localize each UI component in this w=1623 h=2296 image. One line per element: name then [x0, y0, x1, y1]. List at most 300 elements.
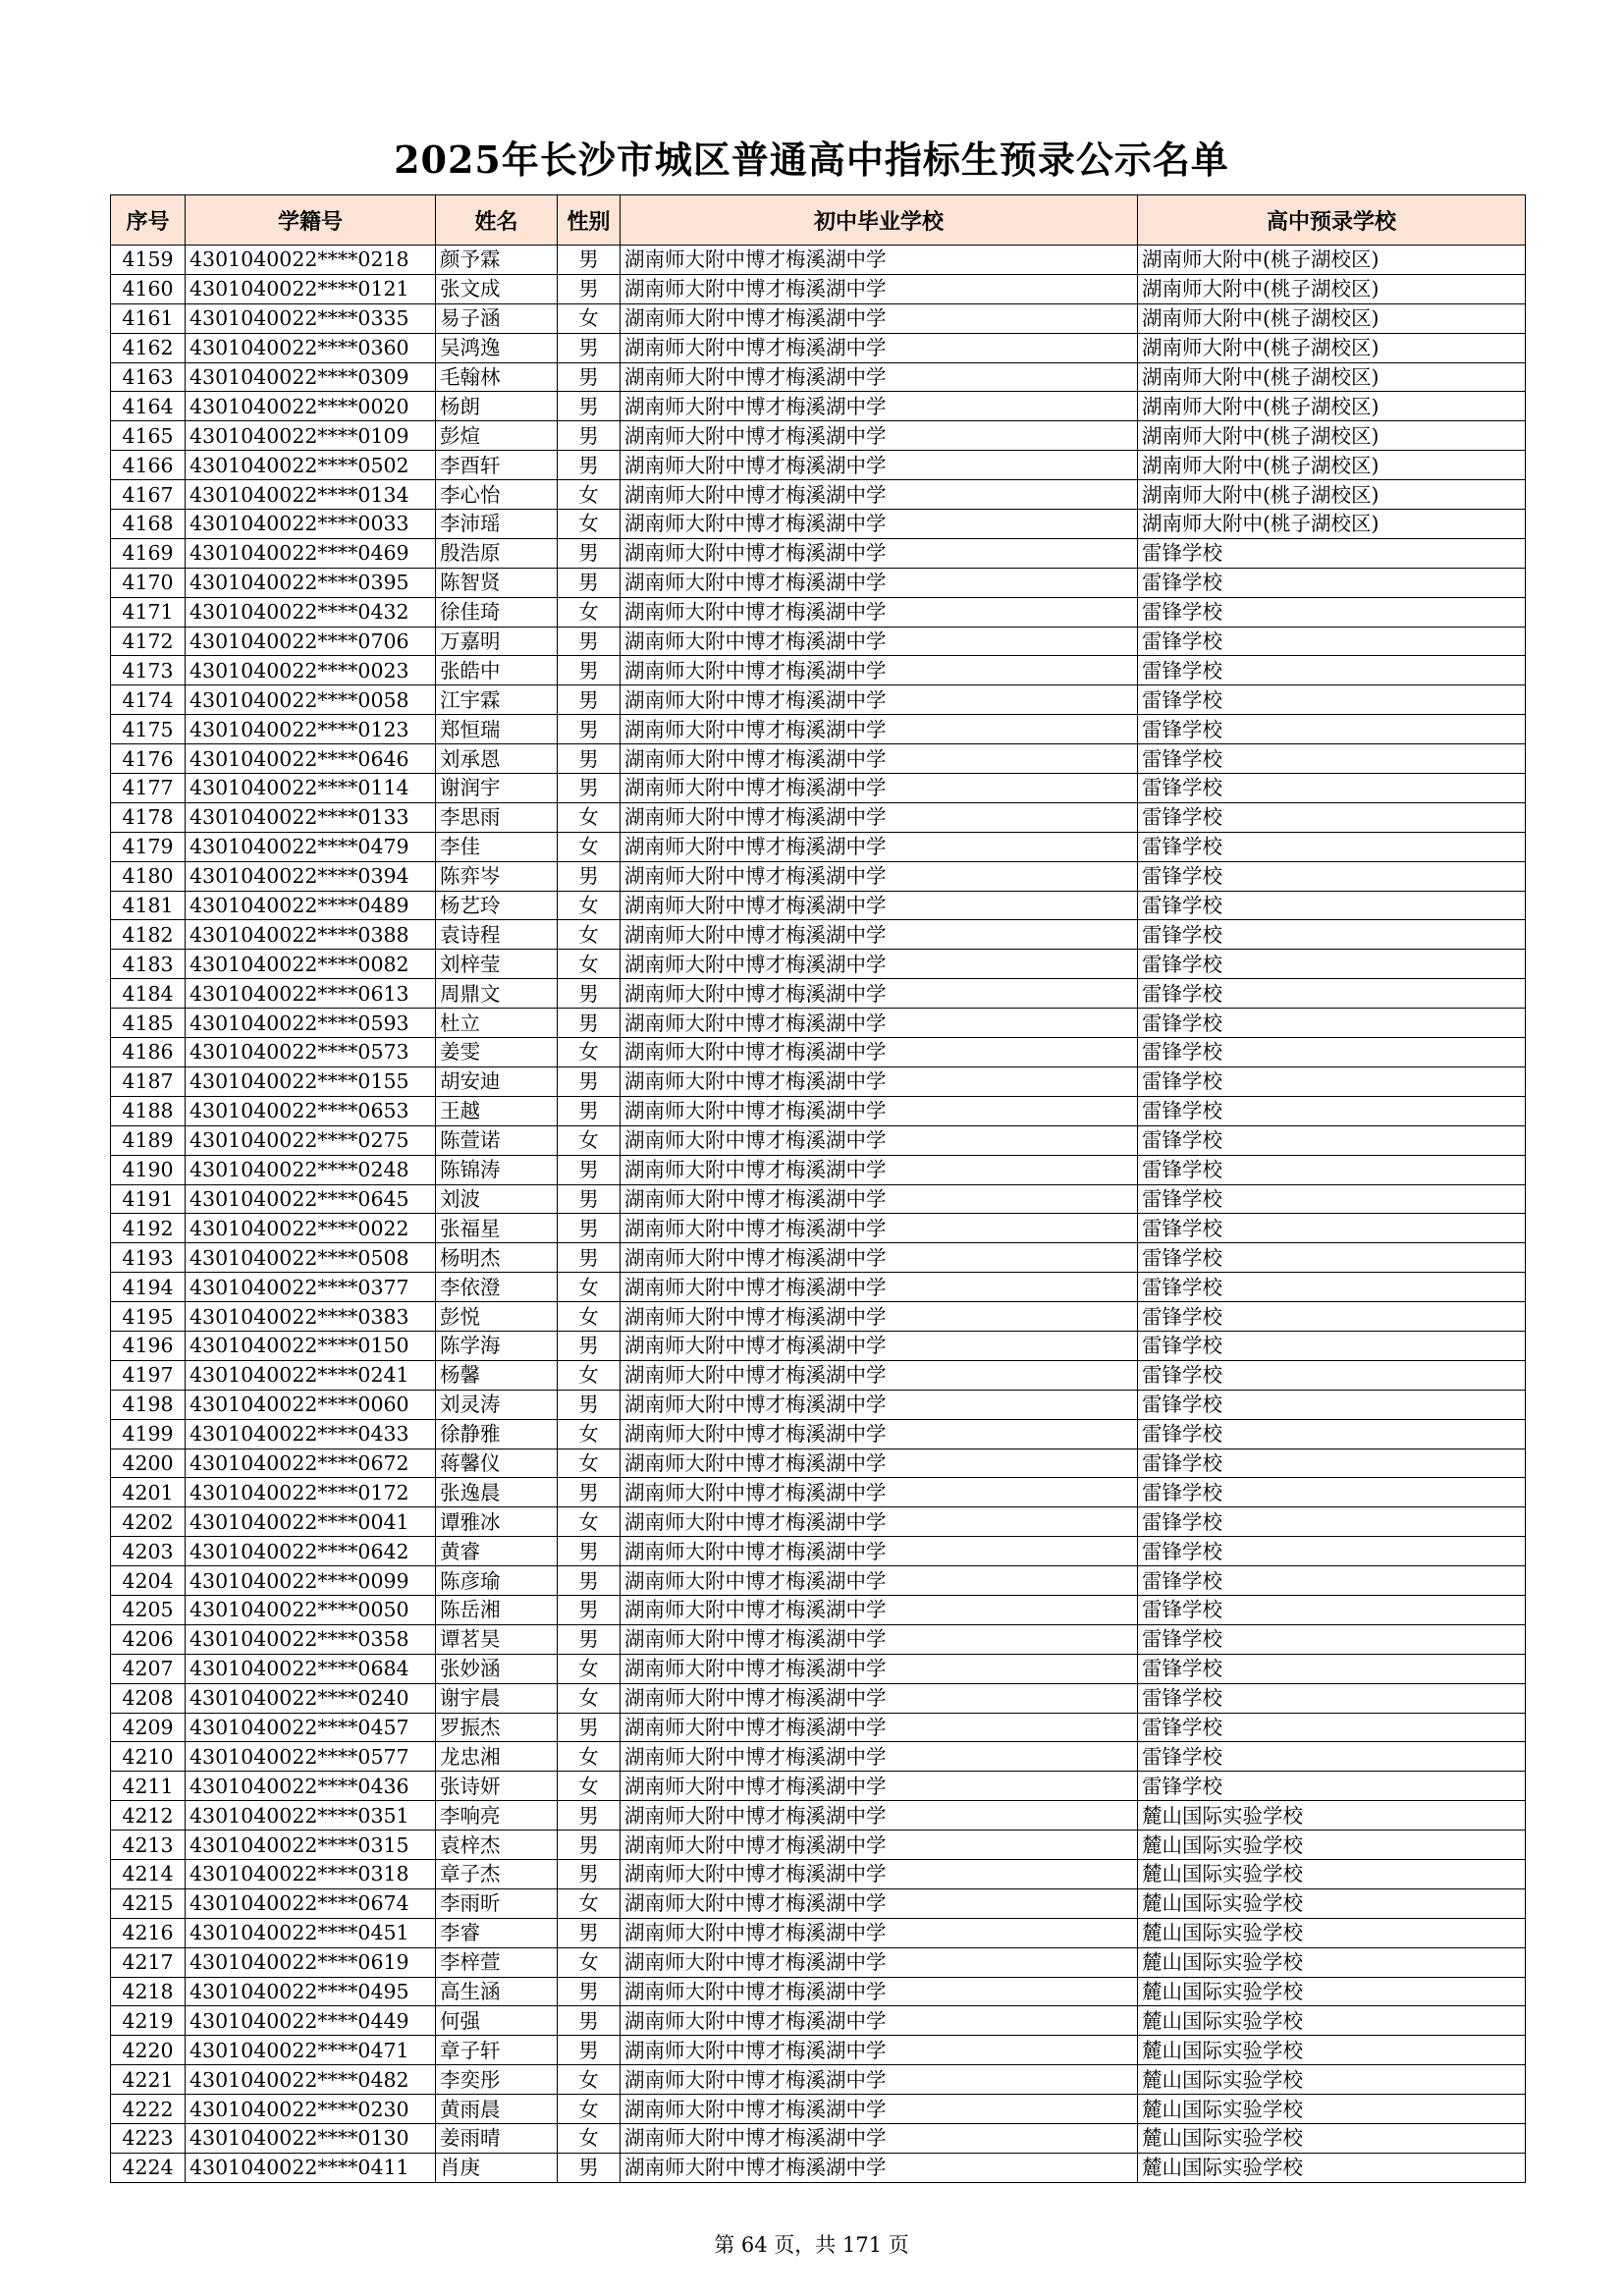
student-name: 张诗妍: [436, 1772, 558, 1801]
junior-school: 湖南师大附中博才梅溪湖中学: [621, 1566, 1138, 1596]
senior-school: 湖南师大附中(桃子湖校区): [1138, 392, 1526, 421]
table-row: [111, 2065, 1526, 2095]
table-row: [111, 656, 1526, 685]
table-row: [111, 832, 1526, 861]
gender: 男: [558, 1066, 621, 1096]
table-row: [111, 392, 1526, 421]
table-row: [111, 1419, 1526, 1449]
senior-school: 雷锋学校: [1138, 861, 1526, 891]
senior-school: 雷锋学校: [1138, 950, 1526, 979]
student-id: 4301040022****0033: [186, 510, 436, 539]
senior-school: 雷锋学校: [1138, 832, 1526, 861]
student-id: 4301040022****0123: [186, 715, 436, 744]
row-no: 4187: [111, 1066, 186, 1096]
table-row: [111, 1683, 1526, 1713]
table-row: [111, 1214, 1526, 1243]
senior-school: 麓山国际实验学校: [1138, 1918, 1526, 1947]
gender: 女: [558, 2124, 621, 2154]
student-id: 4301040022****0218: [186, 246, 436, 275]
row-no: 4202: [111, 1507, 186, 1537]
student-name: 黄雨晨: [436, 2095, 558, 2124]
senior-school: 雷锋学校: [1138, 1507, 1526, 1537]
row-no: 4213: [111, 1831, 186, 1860]
student-name: 张福星: [436, 1214, 558, 1243]
row-no: 4162: [111, 333, 186, 362]
gender: 男: [558, 1595, 621, 1624]
student-id: 4301040022****0109: [186, 421, 436, 451]
student-id: 4301040022****0058: [186, 685, 436, 715]
row-no: 4189: [111, 1125, 186, 1155]
table-row: [111, 1977, 1526, 2006]
table-row: [111, 568, 1526, 597]
table-row: [111, 1595, 1526, 1624]
header-gender: 性别: [558, 195, 621, 246]
student-name: 颜予霖: [436, 246, 558, 275]
student-id: 4301040022****0433: [186, 1419, 436, 1449]
junior-school: 湖南师大附中博才梅溪湖中学: [621, 2095, 1138, 2124]
row-no: 4194: [111, 1273, 186, 1302]
header-junior-school: 初中毕业学校: [621, 195, 1138, 246]
gender: 男: [558, 274, 621, 303]
gender: 女: [558, 802, 621, 832]
gender: 男: [558, 685, 621, 715]
senior-school: 雷锋学校: [1138, 1302, 1526, 1332]
student-name: 李响亮: [436, 1801, 558, 1831]
gender: 男: [558, 774, 621, 803]
student-name: 杨艺玲: [436, 891, 558, 920]
junior-school: 湖南师大附中博才梅溪湖中学: [621, 1801, 1138, 1831]
row-no: 4180: [111, 861, 186, 891]
table-row: [111, 1184, 1526, 1214]
table-row: [111, 920, 1526, 950]
table-row: [111, 802, 1526, 832]
student-name: 殷浩原: [436, 538, 558, 568]
student-name: 周鼎文: [436, 979, 558, 1009]
junior-school: 湖南师大附中博才梅溪湖中学: [621, 1507, 1138, 1537]
student-id: 4301040022****0022: [186, 1214, 436, 1243]
senior-school: 麓山国际实验学校: [1138, 2065, 1526, 2095]
row-no: 4188: [111, 1096, 186, 1125]
row-no: 4215: [111, 1888, 186, 1918]
student-id: 4301040022****0060: [186, 1390, 436, 1419]
table-row: [111, 1537, 1526, 1566]
student-name: 易子涵: [436, 303, 558, 333]
senior-school: 湖南师大附中(桃子湖校区): [1138, 303, 1526, 333]
row-no: 4169: [111, 538, 186, 568]
student-id: 4301040022****0082: [186, 950, 436, 979]
header-no: 序号: [111, 195, 186, 246]
senior-school: 麓山国际实验学校: [1138, 2036, 1526, 2065]
student-name: 姜雨晴: [436, 2124, 558, 2154]
table-row: [111, 1243, 1526, 1273]
gender: 女: [558, 950, 621, 979]
row-no: 4171: [111, 597, 186, 627]
table-row: [111, 1125, 1526, 1155]
senior-school: 雷锋学校: [1138, 1038, 1526, 1067]
junior-school: 湖南师大附中博才梅溪湖中学: [621, 1947, 1138, 1977]
student-name: 毛翰林: [436, 362, 558, 392]
student-id: 4301040022****0479: [186, 832, 436, 861]
student-name: 李奕彤: [436, 2065, 558, 2095]
row-no: 4207: [111, 1654, 186, 1683]
student-id: 4301040022****0230: [186, 2095, 436, 2124]
table-row: [111, 685, 1526, 715]
junior-school: 湖南师大附中博才梅溪湖中学: [621, 861, 1138, 891]
student-id: 4301040022****0457: [186, 1713, 436, 1742]
student-name: 龙忠湘: [436, 1742, 558, 1772]
student-name: 袁诗程: [436, 920, 558, 950]
senior-school: 雷锋学校: [1138, 1537, 1526, 1566]
junior-school: 湖南师大附中博才梅溪湖中学: [621, 1888, 1138, 1918]
table-row: [111, 1888, 1526, 1918]
table-row: [111, 950, 1526, 979]
junior-school: 湖南师大附中博才梅溪湖中学: [621, 715, 1138, 744]
row-no: 4218: [111, 1977, 186, 2006]
gender: 男: [558, 421, 621, 451]
gender: 男: [558, 861, 621, 891]
junior-school: 湖南师大附中博才梅溪湖中学: [621, 1096, 1138, 1125]
junior-school: 湖南师大附中博才梅溪湖中学: [621, 1360, 1138, 1390]
row-no: 4191: [111, 1184, 186, 1214]
senior-school: 雷锋学校: [1138, 979, 1526, 1009]
table-row: [111, 1273, 1526, 1302]
student-name: 徐静雅: [436, 1419, 558, 1449]
student-id: 4301040022****0155: [186, 1066, 436, 1096]
junior-school: 湖南师大附中博才梅溪湖中学: [621, 362, 1138, 392]
student-name: 李雨昕: [436, 1888, 558, 1918]
senior-school: 雷锋学校: [1138, 1066, 1526, 1096]
student-name: 章子轩: [436, 2036, 558, 2065]
gender: 男: [558, 627, 621, 656]
gender: 男: [558, 1859, 621, 1888]
row-no: 4182: [111, 920, 186, 950]
row-no: 4209: [111, 1713, 186, 1742]
gender: 男: [558, 1009, 621, 1038]
row-no: 4174: [111, 685, 186, 715]
student-id: 4301040022****0150: [186, 1331, 436, 1360]
student-id: 4301040022****0482: [186, 2065, 436, 2095]
table-row: [111, 1918, 1526, 1947]
junior-school: 湖南师大附中博才梅溪湖中学: [621, 1331, 1138, 1360]
student-name: 张文成: [436, 274, 558, 303]
junior-school: 湖南师大附中博才梅溪湖中学: [621, 2124, 1138, 2154]
table-row: [111, 1449, 1526, 1478]
junior-school: 湖南师大附中博才梅溪湖中学: [621, 1478, 1138, 1507]
table-row: [111, 1566, 1526, 1596]
senior-school: 雷锋学校: [1138, 744, 1526, 774]
student-id: 4301040022****0619: [186, 1947, 436, 1977]
student-id: 4301040022****0451: [186, 1918, 436, 1947]
senior-school: 雷锋学校: [1138, 568, 1526, 597]
senior-school: 雷锋学校: [1138, 1155, 1526, 1184]
junior-school: 湖南师大附中博才梅溪湖中学: [621, 451, 1138, 480]
table-row: [111, 480, 1526, 510]
senior-school: 雷锋学校: [1138, 627, 1526, 656]
senior-school: 麓山国际实验学校: [1138, 2095, 1526, 2124]
table-row: [111, 1302, 1526, 1332]
senior-school: 雷锋学校: [1138, 1478, 1526, 1507]
student-name: 肖庚: [436, 2153, 558, 2182]
student-name: 彭悦: [436, 1302, 558, 1332]
student-name: 陈弈岑: [436, 861, 558, 891]
senior-school: 雷锋学校: [1138, 1654, 1526, 1683]
table-row: [111, 1801, 1526, 1831]
senior-school: 雷锋学校: [1138, 1125, 1526, 1155]
student-name: 张逸晨: [436, 1478, 558, 1507]
senior-school: 湖南师大附中(桃子湖校区): [1138, 333, 1526, 362]
gender: 男: [558, 1214, 621, 1243]
student-id: 4301040022****0613: [186, 979, 436, 1009]
gender: 女: [558, 1772, 621, 1801]
table-row: [111, 627, 1526, 656]
gender: 男: [558, 2153, 621, 2182]
gender: 男: [558, 1801, 621, 1831]
table-row: [111, 744, 1526, 774]
student-id: 4301040022****0377: [186, 1273, 436, 1302]
junior-school: 湖南师大附中博才梅溪湖中学: [621, 1273, 1138, 1302]
student-name: 章子杰: [436, 1859, 558, 1888]
gender: 男: [558, 1184, 621, 1214]
student-name: 刘波: [436, 1184, 558, 1214]
student-id: 4301040022****0653: [186, 1096, 436, 1125]
student-name: 万嘉明: [436, 627, 558, 656]
row-no: 4166: [111, 451, 186, 480]
student-name: 罗振杰: [436, 1713, 558, 1742]
student-name: 谭雅冰: [436, 1507, 558, 1537]
senior-school: 雷锋学校: [1138, 1243, 1526, 1273]
gender: 男: [558, 1390, 621, 1419]
row-no: 4165: [111, 421, 186, 451]
student-name: 袁梓杰: [436, 1831, 558, 1860]
junior-school: 湖南师大附中博才梅溪湖中学: [621, 1449, 1138, 1478]
senior-school: 雷锋学校: [1138, 891, 1526, 920]
student-name: 何强: [436, 2006, 558, 2036]
senior-school: 雷锋学校: [1138, 1566, 1526, 1596]
row-no: 4198: [111, 1390, 186, 1419]
table-row: [111, 891, 1526, 920]
junior-school: 湖南师大附中博才梅溪湖中学: [621, 1390, 1138, 1419]
junior-school: 湖南师大附中博才梅溪湖中学: [621, 1595, 1138, 1624]
row-no: 4196: [111, 1331, 186, 1360]
junior-school: 湖南师大附中博才梅溪湖中学: [621, 303, 1138, 333]
gender: 女: [558, 1947, 621, 1977]
table-row: [111, 451, 1526, 480]
junior-school: 湖南师大附中博才梅溪湖中学: [621, 1184, 1138, 1214]
junior-school: 湖南师大附中博才梅溪湖中学: [621, 1537, 1138, 1566]
row-no: 4177: [111, 774, 186, 803]
student-id: 4301040022****0133: [186, 802, 436, 832]
page-title: 2025年长沙市城区普通高中指标生预录公示名单: [394, 137, 1229, 182]
row-no: 4159: [111, 246, 186, 275]
student-name: 杜立: [436, 1009, 558, 1038]
junior-school: 湖南师大附中博才梅溪湖中学: [621, 802, 1138, 832]
student-id: 4301040022****0023: [186, 656, 436, 685]
student-name: 张皓中: [436, 656, 558, 685]
student-id: 4301040022****0495: [186, 1977, 436, 2006]
senior-school: 雷锋学校: [1138, 1009, 1526, 1038]
student-name: 陈岳湘: [436, 1595, 558, 1624]
junior-school: 湖南师大附中博才梅溪湖中学: [621, 2153, 1138, 2182]
student-name: 李沛瑶: [436, 510, 558, 539]
gender: 女: [558, 1273, 621, 1302]
student-id: 4301040022****0577: [186, 1742, 436, 1772]
row-no: 4220: [111, 2036, 186, 2065]
table-row: [111, 1831, 1526, 1860]
table-row: [111, 362, 1526, 392]
row-no: 4217: [111, 1947, 186, 1977]
student-id: 4301040022****0646: [186, 744, 436, 774]
row-no: 4186: [111, 1038, 186, 1067]
table-row: [111, 1390, 1526, 1419]
table-row: [111, 1772, 1526, 1801]
student-name: 谢宇晨: [436, 1683, 558, 1713]
row-no: 4161: [111, 303, 186, 333]
junior-school: 湖南师大附中博才梅溪湖中学: [621, 1859, 1138, 1888]
junior-school: 湖南师大附中博才梅溪湖中学: [621, 832, 1138, 861]
gender: 女: [558, 1125, 621, 1155]
student-id: 4301040022****0645: [186, 1184, 436, 1214]
senior-school: 麓山国际实验学校: [1138, 1947, 1526, 1977]
senior-school: 雷锋学校: [1138, 1390, 1526, 1419]
student-id: 4301040022****0432: [186, 597, 436, 627]
junior-school: 湖南师大附中博才梅溪湖中学: [621, 1624, 1138, 1654]
senior-school: 湖南师大附中(桃子湖校区): [1138, 451, 1526, 480]
junior-school: 湖南师大附中博才梅溪湖中学: [621, 421, 1138, 451]
gender: 女: [558, 1302, 621, 1332]
student-id: 4301040022****0449: [186, 2006, 436, 2036]
student-id: 4301040022****0315: [186, 1831, 436, 1860]
student-id: 4301040022****0318: [186, 1859, 436, 1888]
student-name: 徐佳琦: [436, 597, 558, 627]
row-no: 4221: [111, 2065, 186, 2095]
gender: 女: [558, 1888, 621, 1918]
junior-school: 湖南师大附中博才梅溪湖中学: [621, 1214, 1138, 1243]
table-row: [111, 774, 1526, 803]
gender: 女: [558, 1038, 621, 1067]
gender: 男: [558, 1243, 621, 1273]
junior-school: 湖南师大附中博才梅溪湖中学: [621, 1713, 1138, 1742]
junior-school: 湖南师大附中博才梅溪湖中学: [621, 2065, 1138, 2095]
table-row: [111, 979, 1526, 1009]
gender: 男: [558, 1331, 621, 1360]
student-id: 4301040022****0248: [186, 1155, 436, 1184]
student-name: 李依澄: [436, 1273, 558, 1302]
student-id: 4301040022****0642: [186, 1537, 436, 1566]
gender: 男: [558, 1918, 621, 1947]
senior-school: 湖南师大附中(桃子湖校区): [1138, 421, 1526, 451]
row-no: 4210: [111, 1742, 186, 1772]
gender: 男: [558, 2036, 621, 2065]
junior-school: 湖南师大附中博才梅溪湖中学: [621, 1977, 1138, 2006]
senior-school: 雷锋学校: [1138, 597, 1526, 627]
table-row: [111, 1360, 1526, 1390]
gender: 女: [558, 2095, 621, 2124]
student-id: 4301040022****0489: [186, 891, 436, 920]
student-id: 4301040022****0240: [186, 1683, 436, 1713]
senior-school: 雷锋学校: [1138, 1449, 1526, 1478]
student-id: 4301040022****0471: [186, 2036, 436, 2065]
gender: 女: [558, 832, 621, 861]
junior-school: 湖南师大附中博才梅溪湖中学: [621, 274, 1138, 303]
header-name: 姓名: [436, 195, 558, 246]
senior-school: 雷锋学校: [1138, 1713, 1526, 1742]
row-no: 4168: [111, 510, 186, 539]
student-name: 刘灵涛: [436, 1390, 558, 1419]
junior-school: 湖南师大附中博才梅溪湖中学: [621, 2006, 1138, 2036]
student-id: 4301040022****0684: [186, 1654, 436, 1683]
gender: 男: [558, 1478, 621, 1507]
student-id: 4301040022****0394: [186, 861, 436, 891]
senior-school: 雷锋学校: [1138, 1595, 1526, 1624]
student-id: 4301040022****0436: [186, 1772, 436, 1801]
student-name: 刘梓莹: [436, 950, 558, 979]
student-id: 4301040022****0573: [186, 1038, 436, 1067]
student-name: 谢润宇: [436, 774, 558, 803]
student-name: 高生涵: [436, 1977, 558, 2006]
row-no: 4204: [111, 1566, 186, 1596]
row-no: 4206: [111, 1624, 186, 1654]
table-row: [111, 1066, 1526, 1096]
table-row: [111, 246, 1526, 275]
student-name: 陈彦瑜: [436, 1566, 558, 1596]
table-row: [111, 1155, 1526, 1184]
student-id: 4301040022****0672: [186, 1449, 436, 1478]
student-id: 4301040022****0388: [186, 920, 436, 950]
page-footer: 第 64 页，共 171 页: [714, 2233, 909, 2257]
junior-school: 湖南师大附中博才梅溪湖中学: [621, 1683, 1138, 1713]
student-id: 4301040022****0360: [186, 333, 436, 362]
gender: 女: [558, 891, 621, 920]
junior-school: 湖南师大附中博才梅溪湖中学: [621, 333, 1138, 362]
senior-school: 雷锋学校: [1138, 1742, 1526, 1772]
senior-school: 雷锋学校: [1138, 1360, 1526, 1390]
student-name: 李佳: [436, 832, 558, 861]
table-row: [111, 1009, 1526, 1038]
table-row: [111, 303, 1526, 333]
row-no: 4178: [111, 802, 186, 832]
row-no: 4176: [111, 744, 186, 774]
row-no: 4195: [111, 1302, 186, 1332]
gender: 女: [558, 1449, 621, 1478]
table-row: [111, 861, 1526, 891]
student-id: 4301040022****0351: [186, 1801, 436, 1831]
student-name: 杨朗: [436, 392, 558, 421]
gender: 女: [558, 1742, 621, 1772]
table-row: [111, 1096, 1526, 1125]
senior-school: 雷锋学校: [1138, 920, 1526, 950]
row-no: 4190: [111, 1155, 186, 1184]
gender: 男: [558, 568, 621, 597]
header-senior-school: 高中预录学校: [1138, 195, 1526, 246]
senior-school: 雷锋学校: [1138, 802, 1526, 832]
gender: 男: [558, 451, 621, 480]
gender: 男: [558, 1977, 621, 2006]
senior-school: 麓山国际实验学校: [1138, 1859, 1526, 1888]
student-name: 郑恒瑞: [436, 715, 558, 744]
table-row: [111, 2036, 1526, 2065]
row-no: 4224: [111, 2153, 186, 2182]
senior-school: 雷锋学校: [1138, 1624, 1526, 1654]
table-row: [111, 274, 1526, 303]
row-no: 4223: [111, 2124, 186, 2154]
row-no: 4201: [111, 1478, 186, 1507]
junior-school: 湖南师大附中博才梅溪湖中学: [621, 1918, 1138, 1947]
gender: 女: [558, 1654, 621, 1683]
student-id: 4301040022****0134: [186, 480, 436, 510]
junior-school: 湖南师大附中博才梅溪湖中学: [621, 1419, 1138, 1449]
row-no: 4211: [111, 1772, 186, 1801]
student-id: 4301040022****0241: [186, 1360, 436, 1390]
